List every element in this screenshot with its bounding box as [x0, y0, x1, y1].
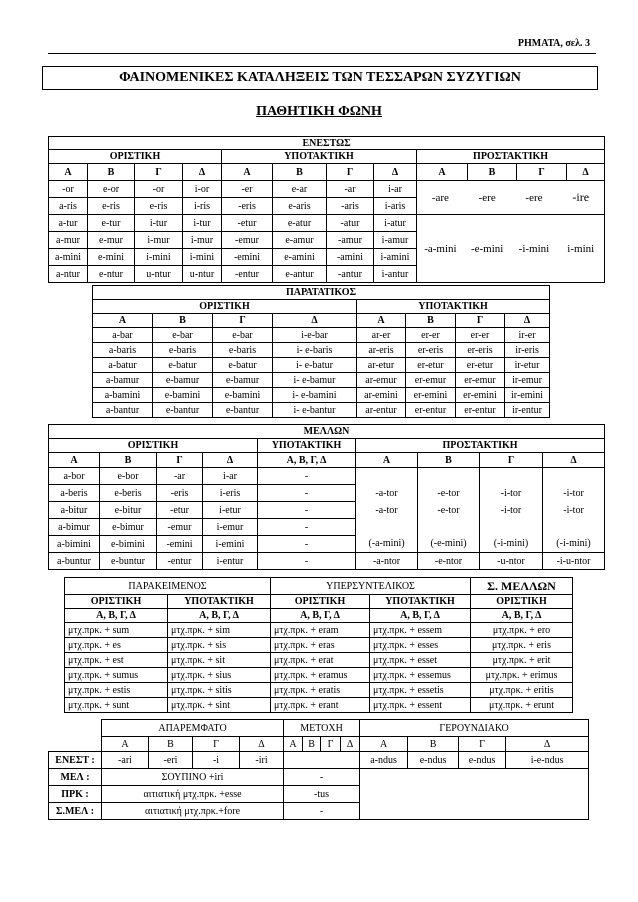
perfect-col-header: Α, Β, Γ, Δ: [471, 609, 573, 623]
imperfect-cell: ar-eris: [357, 343, 406, 358]
future-col-header: Α: [356, 453, 418, 468]
future-cell: -e-tor: [418, 502, 480, 519]
present-group-subjunctive: ΥΠΟΤΑΚΤΙΚΗ: [222, 150, 417, 164]
imperfect-col-header: Α: [93, 314, 153, 328]
present-cell: i-mini: [183, 249, 222, 266]
present-col-header: Γ: [327, 164, 374, 181]
imperfect-col-header: Γ: [213, 314, 273, 328]
present-cell: -or: [49, 181, 88, 198]
imperfect-cell: ar-emur: [357, 373, 406, 388]
perfect-cell: μτχ.πρκ. + eram: [271, 623, 370, 638]
present-cell: i-aris: [374, 198, 417, 215]
present-cell: i-amur: [374, 232, 417, 249]
future-cell: a-beris: [49, 485, 100, 502]
present-cell: -er: [222, 181, 273, 198]
perfect-cell: μτχ.πρκ. + sitis: [168, 683, 271, 698]
present-imperative-block-sg: [417, 181, 605, 215]
imperfect-cell: a-bamur: [93, 373, 153, 388]
present-cell: -emini: [222, 249, 273, 266]
future-col-header: Α: [49, 453, 100, 468]
future-col-header: Α, Β, Γ, Δ: [258, 453, 356, 468]
future-tense-table: [48, 424, 605, 570]
nonfinite-col-header: Β: [149, 737, 193, 752]
participle-group-header: ΜΕΤΟΧΗ: [284, 720, 360, 737]
imperfect-cell: i- e-bamini: [273, 388, 357, 403]
present-cell: a-ris: [49, 198, 88, 215]
present-cell: -amur: [327, 232, 374, 249]
imperfect-cell: ir-emur: [505, 373, 550, 388]
nonfinite-col-header: Δ: [240, 737, 284, 752]
perfect-group-header: ΠΑΡΑΚΕΙΜΕΝΟΣ: [65, 578, 271, 595]
perfect-cell: μτχ.πρκ. + sis: [168, 638, 271, 653]
perfect-col-header: Α, Β, Γ, Δ: [65, 609, 168, 623]
nonfinite-row-label: ΠΡΚ :: [49, 786, 102, 803]
infinitive-cell: αιτιατική μτχ.πρκ. +esse: [102, 786, 284, 803]
future-cell: -emini: [157, 536, 203, 553]
future-cell: [480, 519, 543, 536]
imperfect-cell: e-baris: [153, 343, 213, 358]
present-cell: i-amini: [374, 249, 417, 266]
future-cell: -eris: [157, 485, 203, 502]
present-cell: i-antur: [374, 266, 417, 283]
future-cell: -etur: [157, 502, 203, 519]
participle-cell: [284, 752, 360, 769]
infinitive-cell: ΣΟΥΠΙΝΟ +iri: [102, 769, 284, 786]
present-col-header: Β: [273, 164, 327, 181]
future-cell: a-bimini: [49, 536, 100, 553]
participle-cell: -: [284, 803, 360, 820]
imperfect-cell: e-batur: [153, 358, 213, 373]
nonfinite-col-header: Δ: [341, 737, 360, 752]
present-title: ΕΝΕΣΤΩΣ: [49, 137, 605, 150]
imperfect-cell: i-e-bar: [273, 328, 357, 343]
present-cell: e-mini: [88, 249, 135, 266]
imperfect-cell: e-bamur: [153, 373, 213, 388]
future-cell: e-bor: [100, 468, 157, 485]
present-cell: -etur: [222, 215, 273, 232]
future-col-header: Γ: [480, 453, 543, 468]
future-cell: a-bitur: [49, 502, 100, 519]
present-cell: i-mur: [135, 232, 183, 249]
future-cell: -i-tor: [480, 485, 543, 502]
future-cell: (-a-mini): [356, 536, 418, 553]
nonfinite-row-label: ΕΝΕΣΤ :: [49, 752, 102, 769]
future-perfect-group-header: Σ. ΜΕΛΛΩΝ: [471, 578, 573, 595]
perfect-cell: μτχ.πρκ. + essem: [370, 623, 471, 638]
perfect-cell: μτχ.πρκ. + erit: [471, 653, 573, 668]
future-col-header: Β: [100, 453, 157, 468]
perfect-cell: μτχ.πρκ. + est: [65, 653, 168, 668]
future-cell: (-e-mini): [418, 536, 480, 553]
imperfect-cell: a-bamini: [93, 388, 153, 403]
future-cell: i-entur: [203, 553, 258, 570]
future-cell: e-bitur: [100, 502, 157, 519]
imperfect-cell: er-etur: [456, 358, 505, 373]
gerundive-cell: i-e-ndus: [506, 752, 589, 769]
imperfect-group-subjunctive: ΥΠΟΤΑΚΤΙΚΗ: [357, 300, 550, 314]
future-col-header: Δ: [543, 453, 605, 468]
main-title: ΦΑΙΝΟΜΕΝΙΚΕΣ ΚΑΤΑΛΗΞΕΙΣ ΤΩΝ ΤΕΣΣΑΡΩΝ ΣΥΖΥΓΙΩΝ: [42, 66, 598, 90]
future-cell: (-i-mini): [480, 536, 543, 553]
infinitive-cell: -eri: [149, 752, 193, 769]
perfect-cell: μτχ.πρκ. + sumus: [65, 668, 168, 683]
present-cell: e-aris: [273, 198, 327, 215]
imperfect-cell: e-bar: [153, 328, 213, 343]
future-cell: -: [258, 536, 356, 553]
perfect-cell: μτχ.πρκ. + eritis: [471, 683, 573, 698]
perfect-cell: μτχ.πρκ. + erimus: [471, 668, 573, 683]
present-imperative-cell: -a-mini: [424, 242, 457, 255]
future-cell: i-emur: [203, 519, 258, 536]
infinitive-cell: -ari: [102, 752, 149, 769]
future-cell: -i-tor: [543, 502, 605, 519]
imperfect-cell: a-baris: [93, 343, 153, 358]
future-cell: i-etur: [203, 502, 258, 519]
future-col-header: Β: [418, 453, 480, 468]
perfect-col-header: Α, Β, Γ, Δ: [271, 609, 370, 623]
future-title: ΜΕΛΛΩΝ: [49, 425, 605, 439]
present-cell: i-mur: [183, 232, 222, 249]
perfect-cell: μτχ.πρκ. + es: [65, 638, 168, 653]
future-cell: -a-tor: [356, 502, 418, 519]
header-rule: [48, 53, 596, 54]
future-cell: -ar: [157, 468, 203, 485]
perfect-cell: μτχ.πρκ. + sint: [168, 698, 271, 713]
present-cell: a-ntur: [49, 266, 88, 283]
imperfect-cell: e-baris: [213, 343, 273, 358]
participle-cell: -tus: [284, 786, 360, 803]
imperfect-cell: ar-entur: [357, 403, 406, 418]
imperfect-cell: ir-entur: [505, 403, 550, 418]
perfect-cell: μτχ.πρκ. + sit: [168, 653, 271, 668]
nonfinite-row-label: Σ.ΜΕΛ :: [49, 803, 102, 820]
imperfect-cell: ir-etur: [505, 358, 550, 373]
imperfect-cell: ir-eris: [505, 343, 550, 358]
perfect-mood-header: ΥΠΟΤΑΚΤΙΚΗ: [168, 595, 271, 609]
nonfinite-col-header: Α: [102, 737, 149, 752]
present-imperative-cell: i-mini: [567, 242, 595, 255]
present-cell: e-ris: [88, 198, 135, 215]
imperfect-cell: er-emur: [456, 373, 505, 388]
nonfinite-col-header: Γ: [193, 737, 240, 752]
future-cell: -entur: [157, 553, 203, 570]
imperfect-cell: ar-emini: [357, 388, 406, 403]
nonfinite-col-header: Γ: [321, 737, 341, 752]
gerundive-cell: a-ndus: [360, 752, 408, 769]
imperfect-cell: er-entur: [456, 403, 505, 418]
future-cell: [480, 468, 543, 485]
imperfect-cell: a-bar: [93, 328, 153, 343]
future-cell: -e-tor: [418, 485, 480, 502]
present-group-indicative: ΟΡΙΣΤΙΚΗ: [49, 150, 222, 164]
future-col-header: Δ: [203, 453, 258, 468]
present-cell: i-mini: [135, 249, 183, 266]
perfect-cell: μτχ.πρκ. + esset: [370, 653, 471, 668]
present-group-imperative: ΠΡΟΣΤΑΚΤΙΚΗ: [417, 150, 605, 164]
present-cell: -eris: [222, 198, 273, 215]
imperfect-col-header: Δ: [273, 314, 357, 328]
imperfect-col-header: Β: [406, 314, 456, 328]
future-cell: -i-tor: [543, 485, 605, 502]
infinitive-cell: -iri: [240, 752, 284, 769]
present-col-header: Γ: [135, 164, 183, 181]
perfect-cell: μτχ.πρκ. + eris: [471, 638, 573, 653]
future-cell: -a-ntor: [356, 553, 418, 570]
nonfinite-col-header: Β: [408, 737, 459, 752]
present-cell: -entur: [222, 266, 273, 283]
present-cell: u-ntur: [135, 266, 183, 283]
future-group-subjunctive: ΥΠΟΤΑΚΤΙΚΗ: [258, 439, 356, 453]
perfect-cell: μτχ.πρκ. + essent: [370, 698, 471, 713]
imperfect-cell: er-emini: [456, 388, 505, 403]
imperfect-cell: ar-er: [357, 328, 406, 343]
future-cell: (-i-mini): [543, 536, 605, 553]
present-tense-table: [48, 136, 605, 283]
gerundive-group-header: ΓΕΡΟΥΝΔΙΑΚΟ: [360, 720, 589, 737]
imperfect-group-indicative: ΟΡΙΣΤΙΚΗ: [93, 300, 357, 314]
present-cell: -amini: [327, 249, 374, 266]
present-cell: i-or: [183, 181, 222, 198]
present-cell: i-tur: [183, 215, 222, 232]
present-cell: -atur: [327, 215, 374, 232]
perfect-cell: μτχ.πρκ. + estis: [65, 683, 168, 698]
voice-title: ΠΑΘΗΤΙΚΗ ΦΩΝΗ: [256, 104, 382, 119]
gerundive-cell: e-ndus: [459, 752, 506, 769]
page-reference: ΡΗΜΑΤΑ, σελ. 3: [517, 38, 590, 49]
nonfinite-corner: [49, 720, 102, 737]
perfect-cell: μτχ.πρκ. + essetis: [370, 683, 471, 698]
nonfinite-col-header: Β: [303, 737, 321, 752]
gerundive-cell: e-ndus: [408, 752, 459, 769]
future-cell: i-emini: [203, 536, 258, 553]
perfect-cell: μτχ.πρκ. + esses: [370, 638, 471, 653]
present-cell: -emur: [222, 232, 273, 249]
imperfect-cell: e-bantur: [213, 403, 273, 418]
present-imperative-cell: -ire: [572, 190, 590, 204]
future-cell: -a-tor: [356, 485, 418, 502]
present-imperative-cell: -are: [431, 191, 449, 204]
perfect-cell: μτχ.πρκ. + sunt: [65, 698, 168, 713]
imperfect-cell: a-bantur: [93, 403, 153, 418]
present-cell: u-ntur: [183, 266, 222, 283]
present-cell: e-tur: [88, 215, 135, 232]
perfect-mood-header: ΥΠΟΤΑΚΤΙΚΗ: [370, 595, 471, 609]
imperfect-tense-table: [92, 285, 550, 418]
present-cell: e-amini: [273, 249, 327, 266]
present-cell: i-tur: [135, 215, 183, 232]
present-cell: i-atur: [374, 215, 417, 232]
present-cell: a-tur: [49, 215, 88, 232]
imperfect-col-header: Β: [153, 314, 213, 328]
future-cell: [543, 519, 605, 536]
present-cell: e-amur: [273, 232, 327, 249]
imperfect-cell: e-bamur: [213, 373, 273, 388]
present-col-header: Β: [468, 164, 517, 181]
perfect-cell: μτχ.πρκ. + sius: [168, 668, 271, 683]
nonfinite-col-header: Α: [360, 737, 408, 752]
perfect-mood-header: ΟΡΙΣΤΙΚΗ: [271, 595, 370, 609]
future-cell: e-bimini: [100, 536, 157, 553]
imperfect-cell: er-etur: [406, 358, 456, 373]
imperfect-cell: e-bamini: [153, 388, 213, 403]
imperfect-cell: e-bantur: [153, 403, 213, 418]
present-cell: e-or: [88, 181, 135, 198]
infinitive-group-header: ΑΠΑΡΕΜΦΑΤΟ: [102, 720, 284, 737]
perfect-col-header: Α, Β, Γ, Δ: [168, 609, 271, 623]
nonfinite-forms-table: [48, 719, 589, 820]
present-col-header: Γ: [517, 164, 567, 181]
present-col-header: Δ: [183, 164, 222, 181]
present-col-header: Α: [222, 164, 273, 181]
nonfinite-col-header: Δ: [506, 737, 589, 752]
gerundive-empty-cell: [360, 769, 589, 820]
future-cell: -: [258, 553, 356, 570]
perfect-cell: μτχ.πρκ. + essemus: [370, 668, 471, 683]
present-cell: a-mini: [49, 249, 88, 266]
present-imperative-cell: -e-mini: [470, 242, 504, 255]
future-cell: -: [258, 519, 356, 536]
infinitive-cell: αιτιατική μτχ.πρκ.+fore: [102, 803, 284, 820]
nonfinite-col-header: Γ: [459, 737, 506, 752]
imperfect-cell: e-bamini: [213, 388, 273, 403]
perfect-cell: μτχ.πρκ. + ero: [471, 623, 573, 638]
imperfect-cell: er-emini: [406, 388, 456, 403]
future-cell: -: [258, 468, 356, 485]
future-cell: a-bimur: [49, 519, 100, 536]
future-cell: a-bor: [49, 468, 100, 485]
present-cell: e-atur: [273, 215, 327, 232]
future-cell: -: [258, 502, 356, 519]
imperfect-col-header: Γ: [456, 314, 505, 328]
present-cell: -or: [135, 181, 183, 198]
imperfect-cell: er-er: [456, 328, 505, 343]
imperfect-cell: e-bar: [213, 328, 273, 343]
imperfect-cell: e-batur: [213, 358, 273, 373]
imperfect-col-header: Δ: [505, 314, 550, 328]
present-cell: -ar: [327, 181, 374, 198]
future-cell: [418, 519, 480, 536]
future-cell: [356, 468, 418, 485]
present-col-header: Α: [417, 164, 468, 181]
future-group-indicative: ΟΡΙΣΤΙΚΗ: [49, 439, 258, 453]
imperfect-cell: er-eris: [456, 343, 505, 358]
perfect-col-header: Α, Β, Γ, Δ: [370, 609, 471, 623]
future-cell: i-eris: [203, 485, 258, 502]
present-cell: i-ar: [374, 181, 417, 198]
perfect-tenses-table: [64, 577, 573, 713]
future-cell: -: [258, 485, 356, 502]
nonfinite-row-label: ΜΕΛ :: [49, 769, 102, 786]
present-cell: i-ris: [183, 198, 222, 215]
future-group-imperative: ΠΡΟΣΤΑΚΤΙΚΗ: [356, 439, 605, 453]
imperfect-cell: er-entur: [406, 403, 456, 418]
perfect-cell: μτχ.πρκ. + sim: [168, 623, 271, 638]
future-cell: -emur: [157, 519, 203, 536]
imperfect-col-header: Α: [357, 314, 406, 328]
present-col-header: Δ: [374, 164, 417, 181]
present-cell: e-mur: [88, 232, 135, 249]
future-cell: -i-tor: [480, 502, 543, 519]
future-cell: [418, 468, 480, 485]
imperfect-cell: er-eris: [406, 343, 456, 358]
perfect-mood-header: ΟΡΙΣΤΙΚΗ: [65, 595, 168, 609]
present-cell: e-ntur: [88, 266, 135, 283]
present-imperative-cell: -ere: [525, 191, 543, 204]
future-cell: -e-ntor: [418, 553, 480, 570]
present-col-header: Β: [88, 164, 135, 181]
imperfect-cell: i- e-batur: [273, 358, 357, 373]
present-imperative-block-pl: [417, 215, 605, 283]
present-cell: e-antur: [273, 266, 327, 283]
perfect-cell: μτχ.πρκ. + eras: [271, 638, 370, 653]
future-col-header: Γ: [157, 453, 203, 468]
imperfect-title: ΠΑΡΑΤΑΤΙΚΟΣ: [93, 286, 550, 300]
future-cell: i-ar: [203, 468, 258, 485]
present-imperative-cell: -i-mini: [518, 242, 550, 255]
future-cell: e-buntur: [100, 553, 157, 570]
present-cell: e-ris: [135, 198, 183, 215]
imperfect-cell: ir-emini: [505, 388, 550, 403]
future-cell: [356, 519, 418, 536]
future-cell: [543, 468, 605, 485]
participle-cell: -: [284, 769, 360, 786]
present-col-header: Α: [49, 164, 88, 181]
imperfect-cell: er-er: [406, 328, 456, 343]
perfect-cell: μτχ.πρκ. + eramus: [271, 668, 370, 683]
nonfinite-col-header: Α: [284, 737, 303, 752]
imperfect-cell: er-emur: [406, 373, 456, 388]
imperfect-cell: i- e-bamur: [273, 373, 357, 388]
present-cell: e-ar: [273, 181, 327, 198]
future-cell: a-buntur: [49, 553, 100, 570]
perfect-cell: μτχ.πρκ. + erat: [271, 653, 370, 668]
imperfect-cell: a-batur: [93, 358, 153, 373]
perfect-cell: μτχ.πρκ. + erunt: [471, 698, 573, 713]
perfect-cell: μτχ.πρκ. + erant: [271, 698, 370, 713]
infinitive-cell: -i: [193, 752, 240, 769]
present-col-header: Δ: [567, 164, 605, 181]
imperfect-cell: ir-er: [505, 328, 550, 343]
present-cell: -antur: [327, 266, 374, 283]
future-cell: e-beris: [100, 485, 157, 502]
imperfect-cell: i- e-bantur: [273, 403, 357, 418]
imperfect-cell: ar-etur: [357, 358, 406, 373]
nonfinite-corner: [49, 737, 102, 752]
imperfect-cell: i- e-baris: [273, 343, 357, 358]
present-cell: a-mur: [49, 232, 88, 249]
perfect-cell: μτχ.πρκ. + eratis: [271, 683, 370, 698]
perfect-mood-header: ΟΡΙΣΤΙΚΗ: [471, 595, 573, 609]
future-cell: e-bimur: [100, 519, 157, 536]
pluperfect-group-header: ΥΠΕΡΣΥΝΤΕΛΙΚΟΣ: [271, 578, 471, 595]
future-cell: -i-u-ntor: [543, 553, 605, 570]
present-cell: -aris: [327, 198, 374, 215]
perfect-cell: μτχ.πρκ. + sum: [65, 623, 168, 638]
present-imperative-cell: -ere: [478, 191, 496, 204]
future-cell: -u-ntor: [480, 553, 543, 570]
